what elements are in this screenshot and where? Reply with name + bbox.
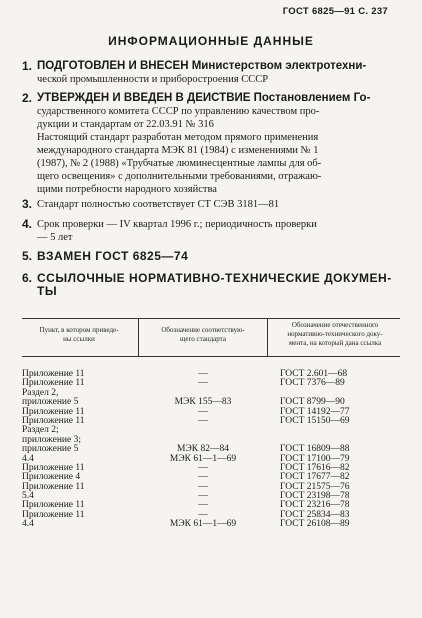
section-1-number: 1. [22,59,33,73]
table-header-col-2: Обозначение соответствую- щего стандарта [161,326,245,343]
section-5-text: ВЗАМЕН ГОСТ 6825—74 [37,250,189,263]
section-3-text: Стандарт полностью соответствует СТ СЭВ 3181—81 [37,199,280,210]
table-cell: приложение 5 [22,397,79,408]
table-cell: — [198,462,208,473]
table-header-col-3: Обозначение отечественного нормативно-технического доку- мента, на который дана ссылка [287,321,383,347]
section-2-line-1: УТВЕРЖДЕН И ВВЕДЕН В ДЕЙСТВИЕ Постановлением Го- [37,92,371,104]
table-cell: ГОСТ 25834—83 [280,509,350,520]
table-cell: Приложение 11 [22,481,85,492]
table-cell: ГОСТ 23216—78 [280,500,350,511]
table-cell: — [198,369,208,379]
table-cell: — [198,509,208,520]
table-cell: МЭК 82—84 [177,444,229,455]
table-cell: 4.4 [22,519,34,530]
table-cell: приложение 5 [22,444,79,455]
section-3-number: 3. [22,197,33,211]
table-cell: Приложение 11 [22,369,85,379]
table-cell: ГОСТ 14192—77 [280,406,350,417]
table-cell: Приложение 11 [22,415,85,426]
table-cell: — [198,406,208,417]
table-cell: — [198,500,208,511]
section-5 [22,250,400,263]
section-2-line-2: сударственного комитета СССР по управлению качеством про- [37,106,320,117]
section-1-line-1: ПОДГОТОВЛЕН И ВНЕСЕН Министерством электротехни- [37,60,367,72]
table-top-rule [22,318,400,319]
table-cell: — [198,491,208,502]
table-col-national-doc [280,370,400,530]
section-6-number: 6. [22,271,33,285]
table-cell: Приложение 4 [22,472,81,483]
table-cell: МЭК 61—1—69 [169,519,237,530]
table-cell: ГОСТ 17677—82 [280,472,350,483]
section-4 [22,218,400,244]
table-cell: 5.4 [22,491,34,502]
section-2-line-5: международного стандарта МЭК 81 (1984) с изменениями № 1 [37,145,319,156]
table-cell: Приложение 11 [22,462,85,473]
table-cell: Раздел 2, [22,387,59,398]
section-4-line-2: — 5 лет [37,232,73,243]
table-cell [280,426,400,435]
table-cell: ГОСТ 16809—88 [280,444,350,455]
table-cell: приложение 3; [22,434,81,445]
table-col-standard [140,370,266,530]
table-cell: ГОСТ 17616—82 [280,462,350,473]
section-3 [22,198,400,211]
table-cell: — [198,481,208,492]
table-cell: ГОСТ 17100—79 [280,453,350,464]
document-title: ИНФОРМАЦИОННЫЕ ДАННЫЕ [108,34,314,48]
section-2-line-4: Настоящий стандарт разработан методом прямого применения [37,132,319,143]
section-1 [22,60,400,86]
section-2-line-3: дукции и стандартам от 22.03.91 № 316 [37,119,214,130]
table-cell: Приложение 11 [22,406,85,417]
table-cell [140,426,266,435]
section-6-line-2: ТЫ [37,285,58,298]
table-cell: МЭК 61—1—69 [169,453,237,464]
section-6-line-1: ССЫЛОЧНЫЕ НОРМАТИВНО-ТЕХНИЧЕСКИЕ ДОКУМЕН- [37,272,392,285]
table-header-rule [22,356,400,357]
table-cell: Приложение 11 [22,509,85,520]
section-2-number: 2. [22,91,33,105]
section-4-line-1: Срок проверки — IV квартал 1996 г.; периодичность проверки [37,219,317,230]
table-cell: ГОСТ 23198—78 [280,491,350,502]
section-1-line-2: ческой промышленности и приборостроения СССР [37,74,269,85]
table-cell: МЭК 155—83 [174,397,232,408]
table-cell: 4.4 [22,453,34,464]
section-2 [22,92,400,196]
section-5-number: 5. [22,249,33,263]
table-cell: Приложение 11 [22,500,85,511]
table-cell: ГОСТ 15150—69 [280,415,350,426]
table-cell: — [198,415,208,426]
table-header-col-1: Пункт, в котором приведе- ны ссылки [39,326,119,343]
table-cell: Приложение 11 [22,378,85,389]
table-cell: ГОСТ 7376—89 [280,378,345,389]
page-header: ГОСТ 6825—91 С. 237 [282,6,388,17]
table-cell: ГОСТ 8799—90 [280,397,345,408]
section-6 [22,272,400,298]
section-2-line-6: (1987), № 2 (1988) «Трубчатые люминесцентные лампы для об- [37,158,322,169]
section-2-line-8: щими потребности народного хозяйства [37,184,217,195]
table-cell: ГОСТ 2.601—68 [280,369,348,379]
table-col-divider-2 [267,318,268,356]
table-cell: ГОСТ 21575—76 [280,481,350,492]
table-cell: — [198,378,208,389]
table-cell: — [198,472,208,483]
table-col-clause [22,370,137,530]
section-4-number: 4. [22,217,33,231]
table-cell: Раздел 2; [22,425,59,436]
table-cell: ГОСТ 26108—89 [280,519,350,530]
table-col-divider-1 [138,318,139,356]
section-2-line-7: щего освещения» с дополнительными требованиями, отражаю- [37,171,322,182]
